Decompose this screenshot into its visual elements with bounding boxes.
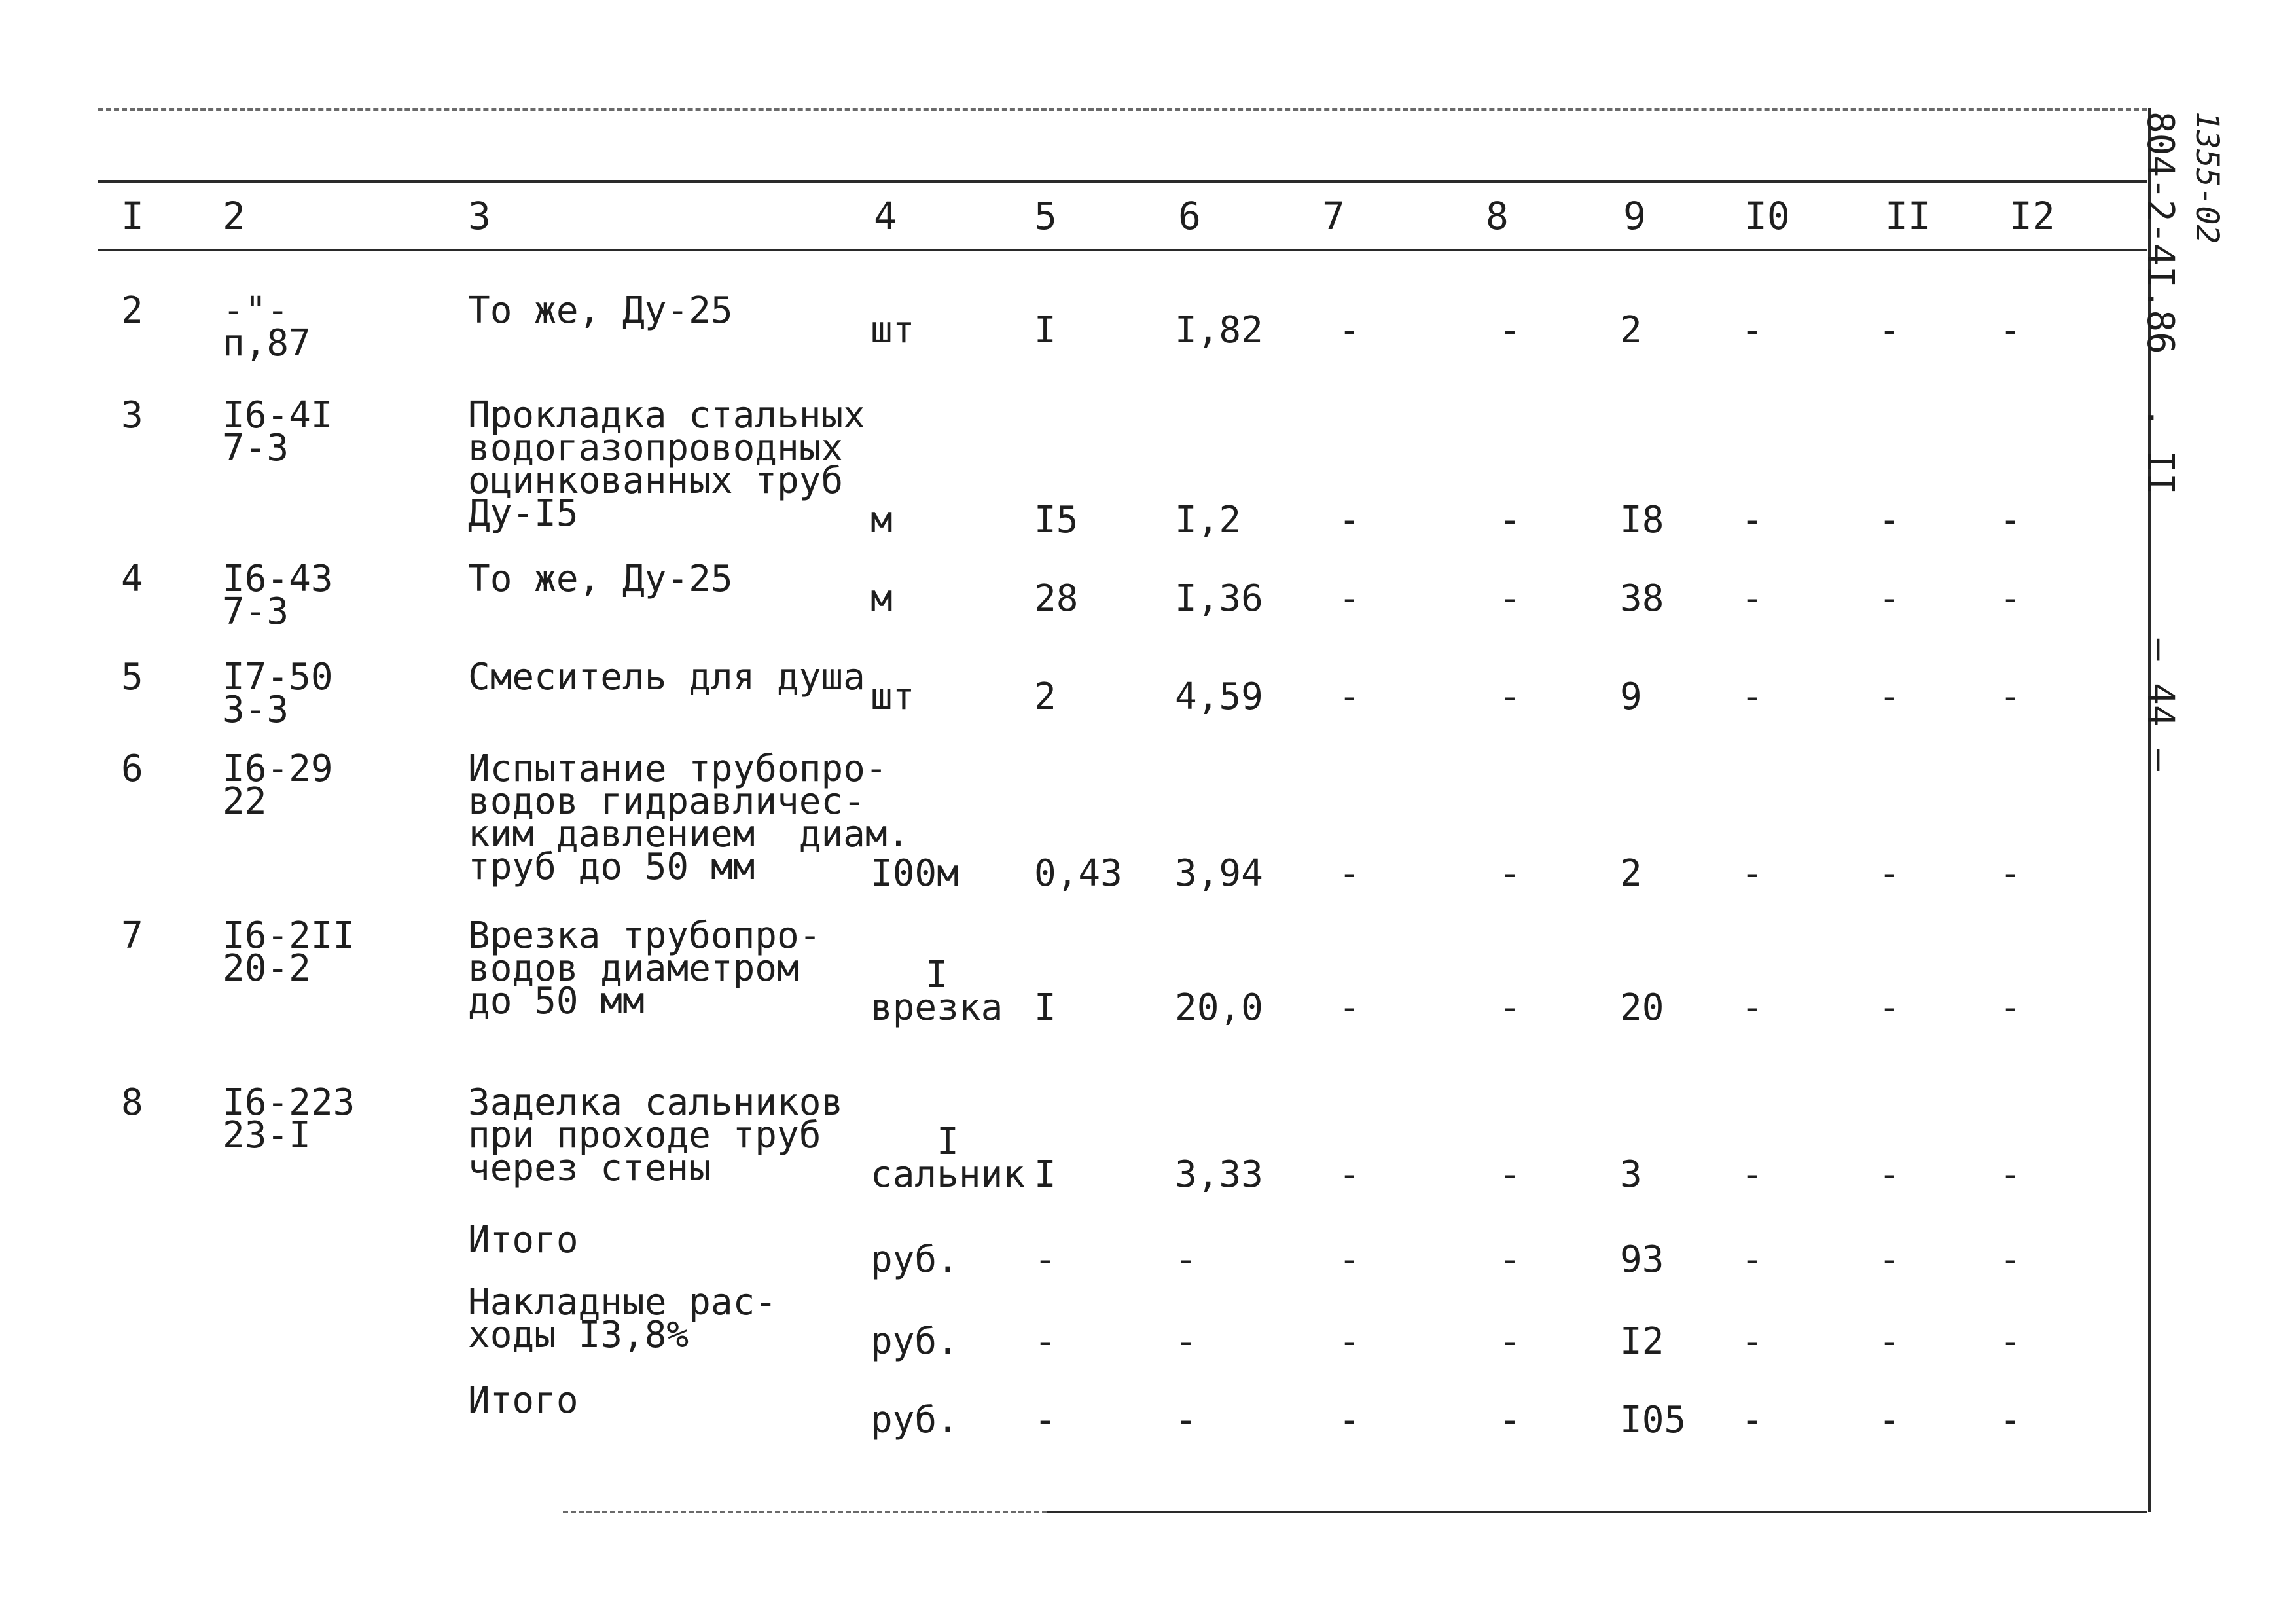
page-number: — 44 —: [2139, 638, 2181, 772]
cell-description: Прокладка стальных водогазопроводных оцинкованных труб Ду-I5: [468, 394, 865, 535]
cell-code: I6-43 7-3: [223, 558, 333, 633]
cell-price: -: [1175, 1399, 1197, 1441]
cell-col8: -: [1499, 499, 1521, 541]
cell-col10: -: [1741, 309, 1763, 352]
cell-col7: -: [1338, 499, 1361, 541]
cell-price: 4,59: [1175, 676, 1263, 718]
cell-col8: -: [1499, 676, 1521, 718]
cell-col11: -: [1878, 1320, 1901, 1363]
cell-unit: шт: [870, 309, 915, 352]
cell-col10: -: [1741, 1153, 1763, 1196]
cell-price: I,82: [1175, 309, 1263, 352]
cell-quantity: I: [1034, 986, 1056, 1029]
cell-quantity: 0,43: [1034, 852, 1122, 895]
cell-quantity: -: [1034, 1238, 1056, 1281]
cell-description: Итого: [468, 1379, 579, 1422]
cell-quantity: -: [1034, 1399, 1056, 1441]
cell-col12: -: [2000, 1320, 2022, 1363]
cell-col9: 38: [1620, 577, 1664, 620]
cell-price: 3,33: [1175, 1153, 1263, 1196]
cell-col8: -: [1499, 577, 1521, 620]
cell-col10: -: [1741, 986, 1763, 1029]
bottom-rule: [1047, 1511, 2147, 1513]
cell-col11: -: [1878, 499, 1901, 541]
cell-unit: I врезка: [870, 954, 1003, 1029]
cell-code: I6-4I 7-3: [223, 394, 333, 469]
cell-quantity: I: [1034, 1153, 1056, 1196]
cell-quantity: I5: [1034, 499, 1079, 541]
cell-unit: руб.: [870, 1399, 959, 1441]
bottom-left-dashed: [563, 1511, 1047, 1513]
cell-row-number: 2: [121, 289, 143, 332]
cell-unit: I00м: [870, 852, 959, 895]
cell-col10: -: [1741, 577, 1763, 620]
cell-price: -: [1175, 1320, 1197, 1363]
cell-row-number: 5: [121, 656, 143, 698]
cell-col11: -: [1878, 577, 1901, 620]
cell-col12: -: [2000, 577, 2022, 620]
col-header-10: I0: [1744, 194, 1790, 238]
cell-col7: -: [1338, 852, 1361, 895]
cell-col12: -: [2000, 676, 2022, 718]
cell-col12: -: [2000, 499, 2022, 541]
cell-col11: -: [1878, 676, 1901, 718]
cell-price: -: [1175, 1238, 1197, 1281]
cell-col9: I2: [1620, 1320, 1664, 1363]
cell-col12: -: [2000, 986, 2022, 1029]
cell-unit: руб.: [870, 1238, 959, 1281]
cell-col12: -: [2000, 1399, 2022, 1441]
cell-col12: -: [2000, 1153, 2022, 1196]
cell-col12: -: [2000, 1238, 2022, 1281]
sidebar-vertical-text: [2140, 111, 2179, 771]
cell-row-number: 6: [121, 748, 143, 790]
cell-col9: 93: [1620, 1238, 1664, 1281]
cell-unit: руб.: [870, 1320, 959, 1363]
cell-code: I6-2II 20-2: [223, 914, 355, 990]
cell-col9: I8: [1620, 499, 1664, 541]
cell-price: 3,94: [1175, 852, 1263, 895]
cell-col8: -: [1499, 986, 1521, 1029]
cell-col8: -: [1499, 852, 1521, 895]
cell-quantity: -: [1034, 1320, 1056, 1363]
cell-description: Врезка трубопро- водов диаметром до 50 мм: [468, 914, 821, 1022]
cell-col11: -: [1878, 1153, 1901, 1196]
cell-description: Испытание трубопро- водов гидравличес- ким давлением диам. труб до 50 мм: [468, 748, 910, 888]
cell-col8: -: [1499, 1320, 1521, 1363]
cell-row-number: 3: [121, 394, 143, 437]
col-header-3: 3: [468, 194, 491, 238]
cell-col11: -: [1878, 1238, 1901, 1281]
header-top-rule: [98, 180, 2147, 183]
cell-description: Заделка сальников при проходе труб через стены: [468, 1081, 844, 1189]
cell-col11: -: [1878, 986, 1901, 1029]
col-header-8: 8: [1486, 194, 1509, 238]
cell-description: Накладные рас- ходы I3,8%: [468, 1281, 778, 1356]
cell-unit: I сальник: [870, 1121, 1026, 1196]
cell-code: -"- п,87: [223, 289, 311, 365]
cell-unit: шт: [870, 676, 915, 718]
cell-col7: -: [1338, 1399, 1361, 1441]
col-header-12: I2: [2009, 194, 2055, 238]
cell-description: Смеситель для душа: [468, 656, 865, 698]
header-bottom-rule: [98, 249, 2147, 251]
cell-col8: -: [1499, 1238, 1521, 1281]
cell-row-number: 7: [121, 914, 143, 957]
cell-col7: -: [1338, 577, 1361, 620]
cell-col7: -: [1338, 986, 1361, 1029]
cell-col9: 2: [1620, 852, 1642, 895]
cell-quantity: 2: [1034, 676, 1056, 718]
cell-col9: 9: [1620, 676, 1642, 718]
cell-col7: -: [1338, 676, 1361, 718]
cell-col12: -: [2000, 309, 2022, 352]
doc-code: 804-2-4I.86: [2139, 111, 2181, 354]
cell-col9: 3: [1620, 1153, 1642, 1196]
col-header-7: 7: [1322, 194, 1345, 238]
col-header-2: 2: [223, 194, 245, 238]
col-header-6: 6: [1178, 194, 1201, 238]
cell-col10: -: [1741, 852, 1763, 895]
cell-col8: -: [1499, 309, 1521, 352]
col-header-5: 5: [1034, 194, 1057, 238]
cell-price: 20,0: [1175, 986, 1263, 1029]
cell-unit: м: [870, 577, 893, 620]
cell-row-number: 4: [121, 558, 143, 600]
cell-description: То же, Ду-25: [468, 289, 733, 332]
cell-col10: -: [1741, 499, 1763, 541]
cell-code: I6-223 23-I: [223, 1081, 355, 1157]
cell-description: Итого: [468, 1219, 579, 1261]
cell-quantity: 28: [1034, 577, 1079, 620]
cell-row-number: 8: [121, 1081, 143, 1124]
cell-col7: -: [1338, 1238, 1361, 1281]
col-header-11: II: [1885, 194, 1931, 238]
cell-col10: -: [1741, 1399, 1763, 1441]
cell-col9: I05: [1620, 1399, 1687, 1441]
cell-col9: 2: [1620, 309, 1642, 352]
section-number: . II: [2139, 406, 2181, 495]
cell-quantity: I: [1034, 309, 1056, 352]
cell-code: I7-50 3-3: [223, 656, 333, 731]
cell-col9: 20: [1620, 986, 1664, 1029]
cell-col10: -: [1741, 1238, 1763, 1281]
col-header-9: 9: [1623, 194, 1646, 238]
cell-col7: -: [1338, 1153, 1361, 1196]
cell-col10: -: [1741, 676, 1763, 718]
cell-col8: -: [1499, 1153, 1521, 1196]
cell-col8: -: [1499, 1399, 1521, 1441]
cell-col7: -: [1338, 1320, 1361, 1363]
col-header-1: I: [121, 194, 144, 238]
col-header-4: 4: [874, 194, 897, 238]
cell-col11: -: [1878, 852, 1901, 895]
cell-code: I6-29 22: [223, 748, 333, 823]
cell-col12: -: [2000, 852, 2022, 895]
handwritten-note: 1355-02: [2189, 111, 2225, 244]
cell-price: I,2: [1175, 499, 1242, 541]
cell-col7: -: [1338, 309, 1361, 352]
cell-description: То же, Ду-25: [468, 558, 733, 600]
cell-col11: -: [1878, 309, 1901, 352]
cell-unit: м: [870, 499, 893, 541]
cell-col11: -: [1878, 1399, 1901, 1441]
top-border-dashed: [98, 108, 2147, 111]
cell-price: I,36: [1175, 577, 1263, 620]
cell-col10: -: [1741, 1320, 1763, 1363]
